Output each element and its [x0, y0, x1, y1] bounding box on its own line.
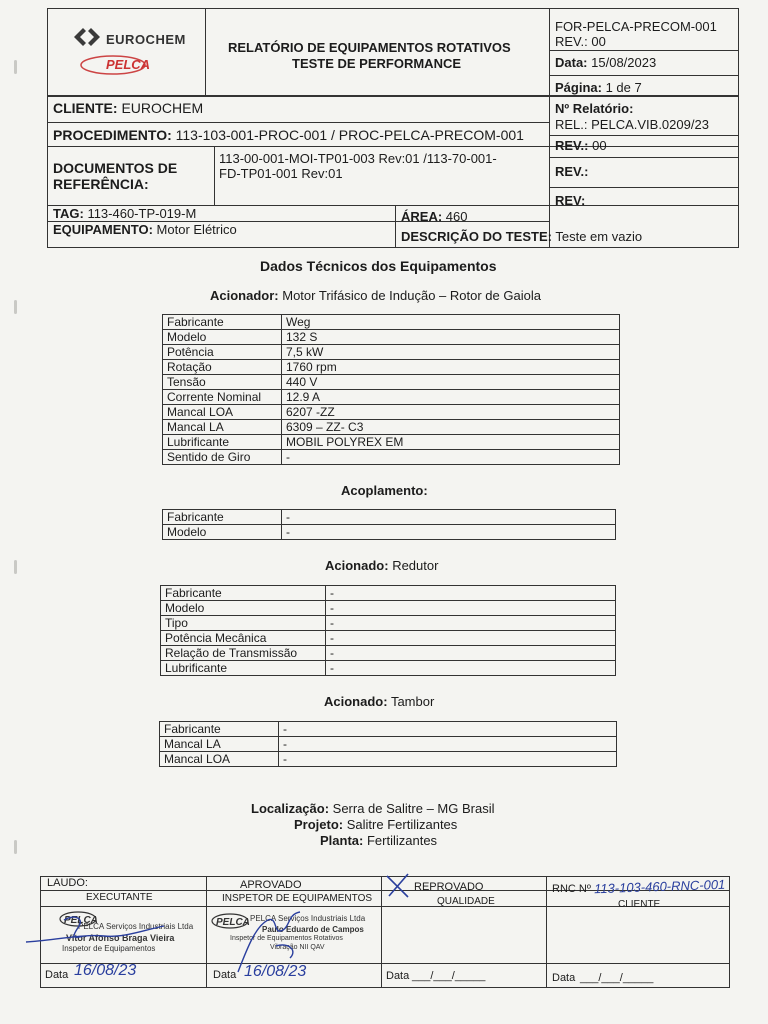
cliente-date-blank: ___/___/_____ [580, 972, 654, 984]
laudo-label: LAUDO: [47, 877, 88, 889]
stamp1-line1: PELCA Serviços Industriais Ltda [78, 922, 194, 931]
spec-value: - [282, 510, 616, 525]
table-row [160, 752, 617, 767]
table-row [163, 405, 620, 420]
executante-signature [24, 910, 194, 950]
table-row [163, 435, 620, 450]
tag-field: TAG: 113-460-TP-019-M [53, 206, 197, 221]
date-field: Data: 15/08/2023 [555, 55, 657, 70]
aprovado-label: APROVADO [240, 879, 302, 891]
relatorio-value: REL.: PELCA.VIB.0209/23 [555, 117, 709, 132]
spec-label: Fabricante [163, 315, 282, 330]
procedimento-field: PROCEDIMENTO: 113-103-001-PROC-001 / PROC-PELCA-PRECOM-001 [53, 127, 524, 143]
acoplamento-spec-table [162, 509, 616, 540]
pelca-logo [78, 52, 188, 81]
eurochem-logo [72, 26, 102, 53]
inspetor-header: INSPETOR DE EQUIPAMENTOS [222, 893, 373, 904]
table-row [161, 616, 616, 631]
spec-label: Fabricante [163, 510, 282, 525]
form-revision: REV.: 00 [555, 34, 606, 49]
stamp1-line2: Vitor Afonso Braga Vieira [66, 933, 175, 943]
spec-label: Fabricante [161, 586, 326, 601]
spec-label: Mancal LOA [160, 752, 279, 767]
table-row [161, 586, 616, 601]
stamp2-line1: PELCA Serviços Industriais Ltda [250, 914, 366, 923]
spec-value: - [326, 631, 616, 646]
spec-label: Mancal LOA [163, 405, 282, 420]
executante-date-label: Data [45, 969, 69, 981]
spec-label: Corrente Nominal [163, 390, 282, 405]
eurochem-diamond-icon [72, 26, 102, 48]
cliente-field: CLIENTE: EUROCHEM [53, 100, 204, 116]
spec-value: - [326, 601, 616, 616]
spec-value: - [279, 752, 617, 767]
docs-label-line2: REFERÊNCIA: [53, 176, 149, 192]
area-field: ÁREA: 460 [401, 209, 468, 224]
reprovado-label: REPROVADO [414, 881, 484, 893]
tambor-spec-table [159, 721, 617, 767]
descricao-teste-field: DESCRIÇÃO DO TESTE: Teste em vazio [401, 229, 643, 244]
planta-line: Planta: Fertilizantes [320, 833, 438, 848]
pelca-logo-text: PELCA [106, 57, 151, 72]
spec-value: 6207 -ZZ [282, 405, 620, 420]
table-row [161, 601, 616, 616]
report-title-line1: RELATÓRIO DE EQUIPAMENTOS ROTATIVOS [228, 40, 511, 55]
table-row [163, 420, 620, 435]
table-row [163, 510, 616, 525]
spec-label: Modelo [161, 601, 326, 616]
stamp2-line2: Paulo Eduardo de Campos [262, 925, 364, 934]
inspetor-date-value: 16/08/23 [244, 963, 307, 980]
qualidade-date-blank: ___/___/_____ [412, 970, 486, 982]
docs-label-line1: DOCUMENTOS DE [53, 160, 178, 176]
localizacao-line: Localização: Serra de Salitre – MG Brasil [251, 801, 495, 816]
spec-value: - [326, 616, 616, 631]
spec-label: Sentido de Giro [163, 450, 282, 465]
docs-value-line2: FD-TP01-001 Rev:01 [219, 166, 343, 181]
spec-value: 12.9 A [282, 390, 620, 405]
svg-text:PELCA: PELCA [216, 917, 250, 928]
table-row [161, 661, 616, 676]
cliente-header: CLIENTE [618, 899, 661, 910]
spec-label: Relação de Transmissão [161, 646, 326, 661]
spec-label: Potência [163, 345, 282, 360]
table-row [163, 315, 620, 330]
acoplamento-heading: Acoplamento: [341, 483, 428, 498]
stamp2-line3: Inspetor de Equipamentos Rotativos [230, 935, 343, 942]
report-title-line2: TESTE DE PERFORMANCE [292, 56, 462, 71]
spec-value: MOBIL POLYREX EM [282, 435, 620, 450]
spec-label: Potência Mecânica [161, 631, 326, 646]
relatorio-label: Nº Relatório: [555, 101, 634, 116]
spec-label: Mancal LA [160, 737, 279, 752]
acionado-redutor-heading: Acionado: Redutor [325, 558, 439, 573]
qualidade-header: QUALIDADE [437, 896, 495, 907]
spec-value: - [279, 737, 617, 752]
eurochem-logo-text: EUROCHEM [106, 32, 186, 47]
spec-value: 1760 rpm [282, 360, 620, 375]
binder-hole-mark [14, 60, 17, 74]
spec-label: Fabricante [160, 722, 279, 737]
inspetor-date-label: Data [213, 969, 237, 981]
binder-hole-mark [14, 560, 17, 574]
table-row [163, 345, 620, 360]
docs-value-line1: 113-00-001-MOI-TP01-003 Rev:01 /113-70-001- [219, 151, 497, 166]
acionador-heading: Acionador: Motor Trifásico de Indução – Rotor de Gaiola [210, 288, 541, 303]
table-row [163, 450, 620, 465]
docs-rev-label: REV.: [555, 164, 589, 179]
binder-hole-mark [14, 300, 17, 314]
spec-label: Mancal LA [163, 420, 282, 435]
reprovado-x-mark-icon [384, 872, 412, 900]
spec-label: Tipo [161, 616, 326, 631]
table-row [160, 722, 617, 737]
acionado-tambor-heading: Acionado: Tambor [324, 694, 435, 709]
table-row [163, 525, 616, 540]
form-code: FOR-PELCA-PRECOM-001 [555, 19, 717, 34]
table-row [161, 646, 616, 661]
table-row [163, 375, 620, 390]
stamp1-line3: Inspetor de Equipamentos [62, 944, 156, 953]
equipamento-field: EQUIPAMENTO: Motor Elétrico [53, 222, 237, 237]
spec-value: - [282, 450, 620, 465]
docs-rev2-label: REV: [555, 193, 586, 208]
spec-value: 132 S [282, 330, 620, 345]
spec-value: 6309 – ZZ- C3 [282, 420, 620, 435]
rnc-handwritten-value: 113-103-460-RNC-001 [593, 876, 726, 897]
spec-label: Lubrificante [163, 435, 282, 450]
table-row [161, 631, 616, 646]
cliente-date-label: Data [552, 972, 576, 984]
stamp2-line4: Vibração NII QAV [270, 944, 325, 951]
spec-value: Weg [282, 315, 620, 330]
spec-value: 440 V [282, 375, 620, 390]
spec-value: - [326, 646, 616, 661]
section-main-title: Dados Técnicos dos Equipamentos [260, 258, 497, 274]
spec-value: - [326, 661, 616, 676]
spec-value: - [279, 722, 617, 737]
executante-date-value: 16/08/23 [74, 962, 137, 979]
table-row [163, 330, 620, 345]
spec-label: Modelo [163, 525, 282, 540]
spec-value: 7,5 kW [282, 345, 620, 360]
spec-label: Lubrificante [161, 661, 326, 676]
spec-label: Tensão [163, 375, 282, 390]
spec-label: Modelo [163, 330, 282, 345]
redutor-spec-table [160, 585, 616, 676]
binder-hole-mark [14, 840, 17, 854]
qualidade-date-label: Data [386, 970, 410, 982]
procedimento-rev: REV.: 00 [555, 138, 607, 153]
svg-text:PELCA: PELCA [64, 915, 98, 926]
table-row [160, 737, 617, 752]
projeto-line: Projeto: Salitre Fertilizantes [294, 817, 458, 832]
spec-label: Rotação [163, 360, 282, 375]
table-row [163, 390, 620, 405]
page-number: Página: 1 de 7 [555, 80, 642, 95]
rnc-label: RNC Nº [552, 883, 591, 895]
spec-value: - [326, 586, 616, 601]
table-row [163, 360, 620, 375]
spec-value: - [282, 525, 616, 540]
executante-header: EXECUTANTE [86, 892, 153, 903]
motor-spec-table [162, 314, 620, 465]
